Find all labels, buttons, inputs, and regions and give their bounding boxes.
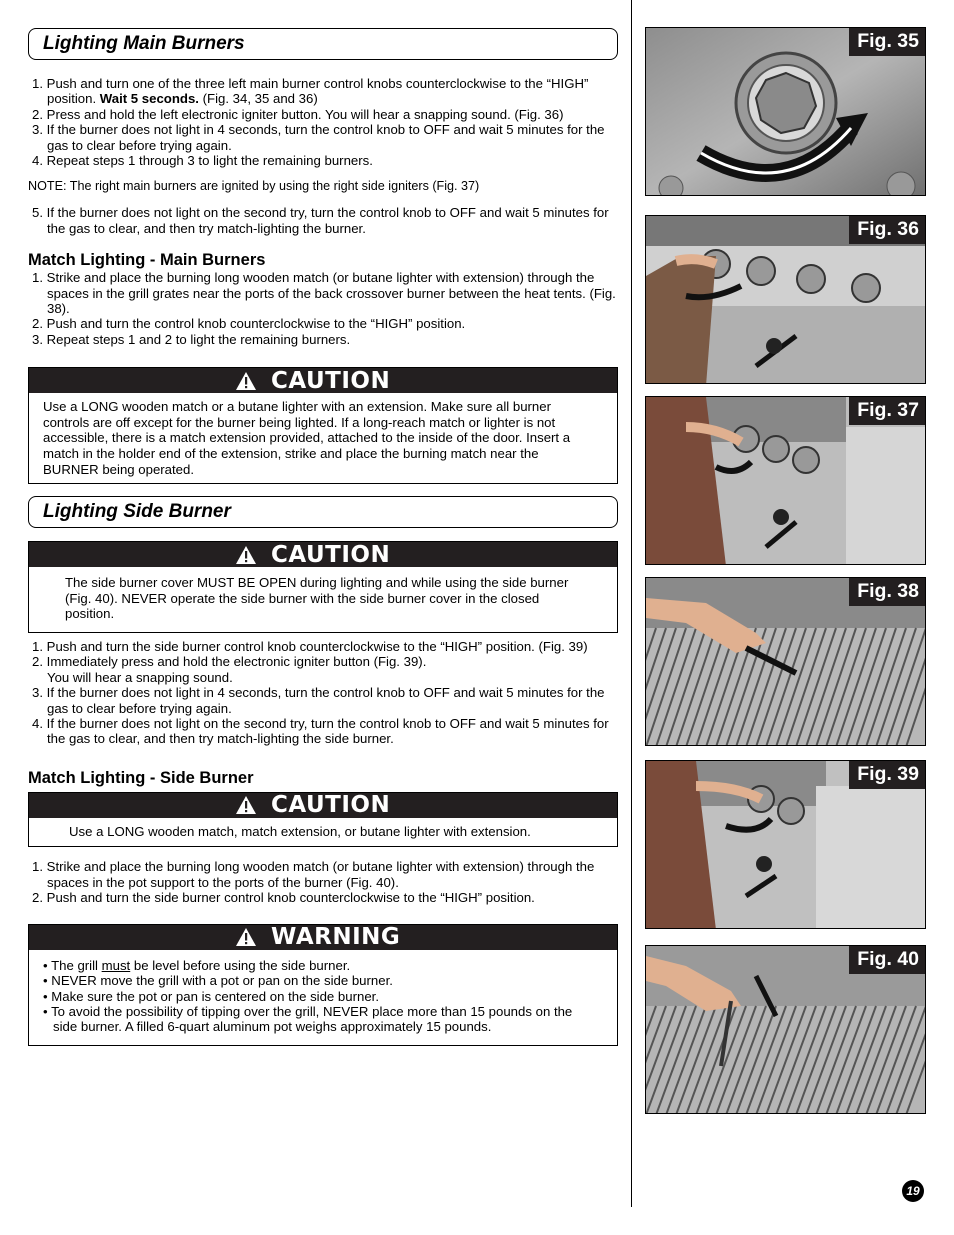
main-step-3: 3. If the burner does not light in 4 seconds, turn the control knob to OFF and wait 5 minutes for the gas to clear before trying again. xyxy=(32,122,605,153)
match-main-step-2: 2. Push and turn the control knob counterclockwise to the “HIGH” position. xyxy=(32,316,466,332)
right-burner-note: NOTE: The right main burners are ignited by using the right side igniters (Fig. 37) xyxy=(28,179,480,194)
warning-bullet-3: • Make sure the pot or pan is centered on the side burner. xyxy=(43,988,379,1004)
warning-bullet-1: • The grill must be level before using the side burner. xyxy=(43,957,351,973)
caution-header xyxy=(29,542,617,567)
caution-text: Use a LONG wooden match or a butane lighter with an extension. Make sure all burner controls are off except for the burner being lighted. If a long-reach match or lighter is not accessible, there is a match extension provided, attached to the inside of the door. Insert a match in the holder end of the extension, strike and place the burning match near the BURNER being operated. xyxy=(43,399,571,477)
section-title-text: Lighting Side Burner xyxy=(43,501,231,523)
figure-label: Fig. 40 xyxy=(849,946,925,974)
caution-word: CAUTION xyxy=(271,367,391,394)
figure-label: Fig. 39 xyxy=(849,761,925,789)
section-title-main-burners xyxy=(28,28,618,60)
figure-39 xyxy=(645,760,926,929)
warning-triangle-icon xyxy=(235,795,257,815)
column-divider xyxy=(631,0,632,1207)
main-burner-steps xyxy=(28,76,618,168)
match-lighting-side-heading: Match Lighting - Side Burner xyxy=(28,768,254,787)
left-column xyxy=(28,28,618,1046)
caution-header xyxy=(29,368,617,393)
figure-label: Fig. 38 xyxy=(849,578,925,606)
side-step-2: 2. Immediately press and hold the electronic igniter button (Fig. 39). xyxy=(32,654,427,670)
figure-label: Fig. 35 xyxy=(849,28,925,56)
warning-bullets xyxy=(29,950,617,1045)
section-title-side-burner xyxy=(28,496,618,528)
caution-text: Use a LONG wooden match, match extension, or butane lighter with extension. xyxy=(69,823,531,839)
warning-triangle-icon xyxy=(235,371,257,391)
warning-triangle-icon xyxy=(235,545,257,565)
caution-box-3 xyxy=(28,792,618,848)
caution-box-2 xyxy=(28,541,618,633)
section-title-text: Lighting Main Burners xyxy=(43,33,245,54)
caution-word: CAUTION xyxy=(271,541,391,568)
side-step-4: 4. If the burner does not light on the second try, turn the control knob to OFF and wait 5 minutes for the gas to clear, and then try match-lighting the side burner. xyxy=(32,716,609,747)
main-step-4: 4. Repeat steps 1 through 3 to light the remaining burners. xyxy=(32,153,373,169)
caution-box-1 xyxy=(28,367,618,484)
figure-37 xyxy=(645,396,926,565)
warning-word: WARNING xyxy=(271,924,401,951)
warning-bullet-2: • NEVER move the grill with a pot or pan on the side burner. xyxy=(43,973,393,989)
match-main-step-3: 3. Repeat steps 1 and 2 to light the remaining burners. xyxy=(32,331,351,347)
warning-bullet-4: • To avoid the possibility of tipping over the grill, NEVER place more than 15 pounds on the side burner. A filled 6-quart aluminum pot weighs approximately 15 pounds. xyxy=(43,1003,573,1035)
figure-35 xyxy=(645,27,926,196)
match-main-step-1: 1. Strike and place the burning long wooden match (or butane lighter with extension) through the spaces in the grill grates near the ports of the back crossover burner between the heat tents. (Fig. 38). xyxy=(32,270,616,317)
side-step-1: 1. Push and turn the side burner control knob counterclockwise to the “HIGH” position. (Fig. 39) xyxy=(32,639,588,655)
caution-text: The side burner cover MUST BE OPEN during lighting and while using the side burner (Fig. 40). NEVER operate the side burner with the side burner cover in the closed position. xyxy=(65,575,569,622)
caution-word: CAUTION xyxy=(271,792,391,819)
side-step-3: 3. If the burner does not light in 4 seconds, turn the control knob to OFF and wait 5 minutes for the gas to clear before trying again. xyxy=(32,685,605,716)
match-main-steps xyxy=(28,270,618,347)
warning-header xyxy=(29,925,617,950)
page-number: 19 xyxy=(902,1180,924,1202)
main-step-2: 2. Press and hold the left electronic igniter button. You will hear a snapping sound. (Fig. 36) xyxy=(32,106,564,122)
figure-36 xyxy=(645,215,926,384)
main-burner-step-5 xyxy=(28,205,618,236)
warning-box xyxy=(28,924,618,1046)
side-step-2-cont: You will hear a snapping sound. xyxy=(47,669,233,685)
figure-38 xyxy=(645,577,926,746)
side-burner-steps xyxy=(28,639,618,747)
match-lighting-main-heading: Match Lighting - Main Burners xyxy=(28,251,266,270)
warning-triangle-icon xyxy=(235,927,257,947)
caution-header xyxy=(29,793,617,818)
figure-40 xyxy=(645,945,926,1114)
main-step-1: 1. Push and turn one of the three left main burner control knobs counterclockwise to the “HIGH” position. Wait 5 seconds. (Fig. 34, 35 and 36) xyxy=(32,76,589,107)
figure-label: Fig. 36 xyxy=(849,216,925,244)
main-step-5: 5. If the burner does not light on the second try, turn the control knob to OFF and wait 5 minutes for the gas to clear, and then try match-lighting the burner. xyxy=(32,205,609,236)
match-side-steps xyxy=(28,859,618,905)
figure-label: Fig. 37 xyxy=(849,397,925,425)
match-side-step-1: 1. Strike and place the burning long wooden match (or butane lighter with extension) through the spaces in the pot support to the ports of the burner (Fig. 40). xyxy=(32,859,595,890)
match-side-step-2: 2. Push and turn the side burner control knob counterclockwise to the “HIGH” position. xyxy=(32,890,535,906)
